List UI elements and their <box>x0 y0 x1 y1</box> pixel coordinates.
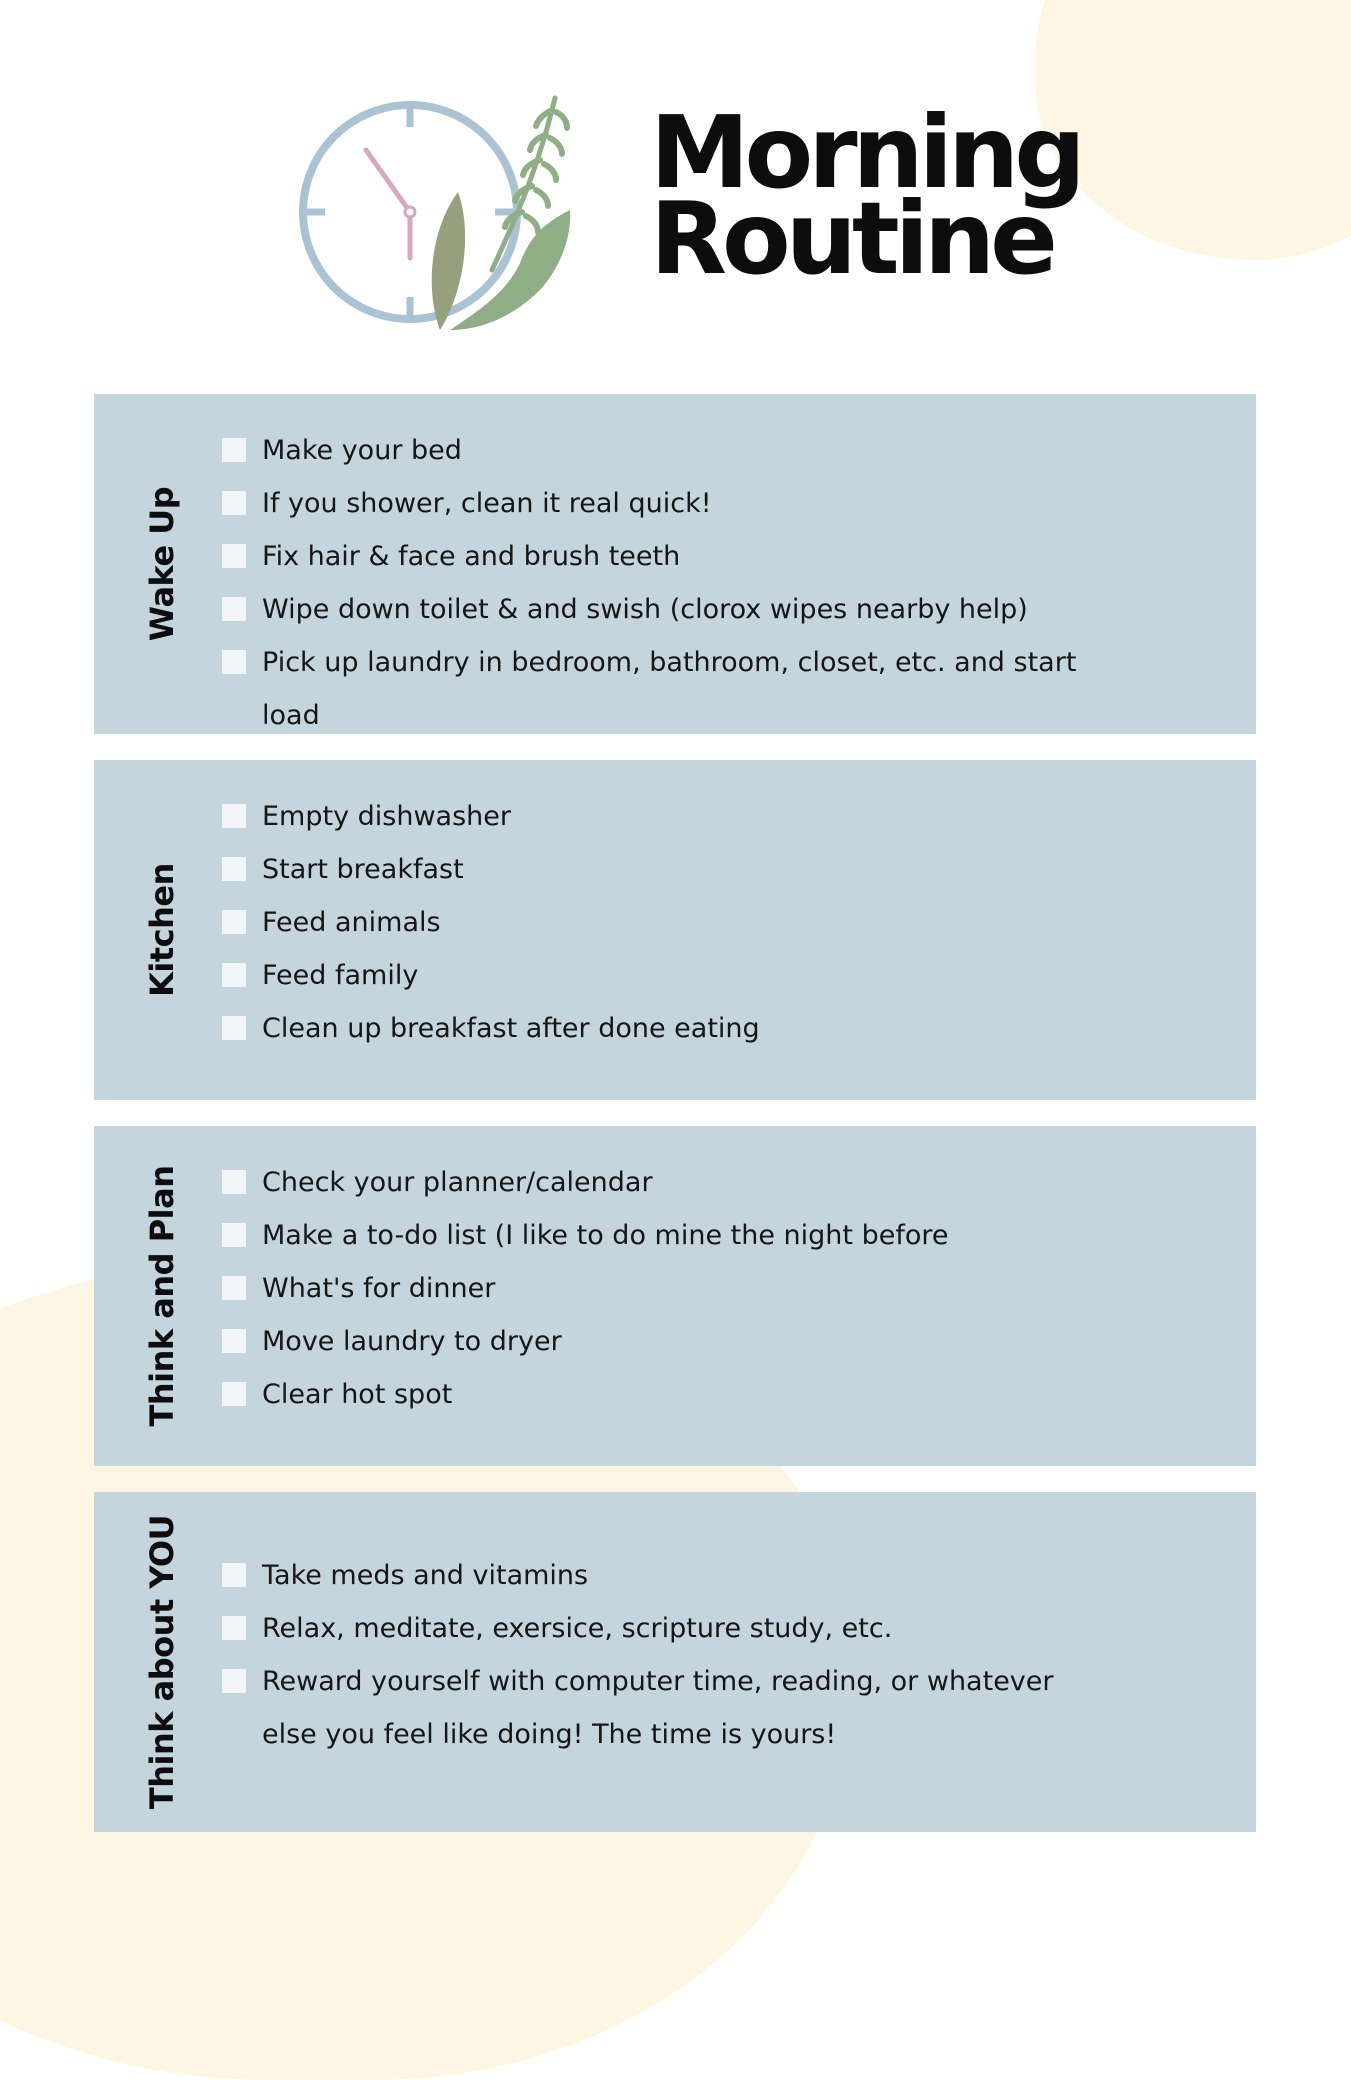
checkbox[interactable] <box>222 438 246 462</box>
section-label-think-about-you: Think about YOU <box>143 1514 181 1810</box>
page-title <box>650 94 1081 297</box>
checkbox[interactable] <box>222 650 246 674</box>
checkbox[interactable] <box>222 1329 246 1353</box>
checkbox[interactable] <box>222 910 246 934</box>
checkbox[interactable] <box>222 1016 246 1040</box>
checkbox[interactable] <box>222 963 246 987</box>
checkbox[interactable] <box>222 1669 246 1693</box>
checklist-item-text: Feed animals <box>262 907 441 938</box>
checkbox[interactable] <box>222 1170 246 1194</box>
checklist-item-text: else you feel like doing! The time is yours! <box>262 1719 837 1750</box>
section-label-kitchen: Kitchen <box>143 863 181 997</box>
section-wake-up <box>94 394 1256 734</box>
clock-icon <box>303 105 517 319</box>
checkbox[interactable] <box>222 804 246 828</box>
checkbox[interactable] <box>222 1382 246 1406</box>
section-label-container <box>94 394 230 734</box>
checklist-item-text: Wipe down toilet & and swish (clorox wipes nearby help) <box>262 594 1028 625</box>
checklist-item-text: Take meds and vitamins <box>262 1560 589 1591</box>
title-line-1: Morning <box>650 94 1081 211</box>
checklist-item-text: Pick up laundry in bedroom, bathroom, closet, etc. and start load <box>262 647 1077 731</box>
section-label-think-and-plan: Think and Plan <box>143 1165 181 1427</box>
header <box>0 0 1351 360</box>
checkbox[interactable] <box>222 857 246 881</box>
section-kitchen <box>94 760 1256 1100</box>
checklist-item-text: Make a to-do list (I like to do mine the night before <box>262 1220 949 1251</box>
checkbox[interactable] <box>222 1223 246 1247</box>
checklist-item-text: Feed family <box>262 960 419 991</box>
clock-plant-illustration <box>290 90 590 340</box>
checklist-item-text: What's for dinner <box>262 1273 496 1304</box>
checklist-item-text: Clean up breakfast after done eating <box>262 1013 760 1044</box>
section-label-container <box>94 1492 230 1832</box>
section-think-about-you <box>94 1492 1256 1832</box>
checklist-item-text: Move laundry to dryer <box>262 1326 562 1357</box>
checkbox[interactable] <box>222 597 246 621</box>
section-think-and-plan <box>94 1126 1256 1466</box>
checklist-item-text: Start breakfast <box>262 854 464 885</box>
checklist-item-text: Empty dishwasher <box>262 801 511 832</box>
checklist-item-text: Make your bed <box>262 435 462 466</box>
checklist-item-text: Fix hair & face and brush teeth <box>262 541 681 572</box>
checkbox[interactable] <box>222 1276 246 1300</box>
section-label-container <box>94 760 230 1100</box>
section-label-container <box>94 1126 230 1466</box>
checklist-item-text: Clear hot spot <box>262 1379 453 1410</box>
checklist-item-text: Reward yourself with computer time, reading, or whatever <box>262 1666 1054 1697</box>
checkbox[interactable] <box>222 544 246 568</box>
checkbox[interactable] <box>222 491 246 515</box>
checkbox[interactable] <box>222 1563 246 1587</box>
checklist-item-text: Relax, meditate, exersice, scripture study, etc. <box>262 1613 893 1644</box>
checklist-item-text: If you shower, clean it real quick! <box>262 488 712 519</box>
checkbox[interactable] <box>222 1616 246 1640</box>
checklist-item-text: Check your planner/calendar <box>262 1167 653 1198</box>
section-label-wake-up: Wake Up <box>143 486 181 642</box>
title-line-2: Routine <box>650 180 1053 297</box>
